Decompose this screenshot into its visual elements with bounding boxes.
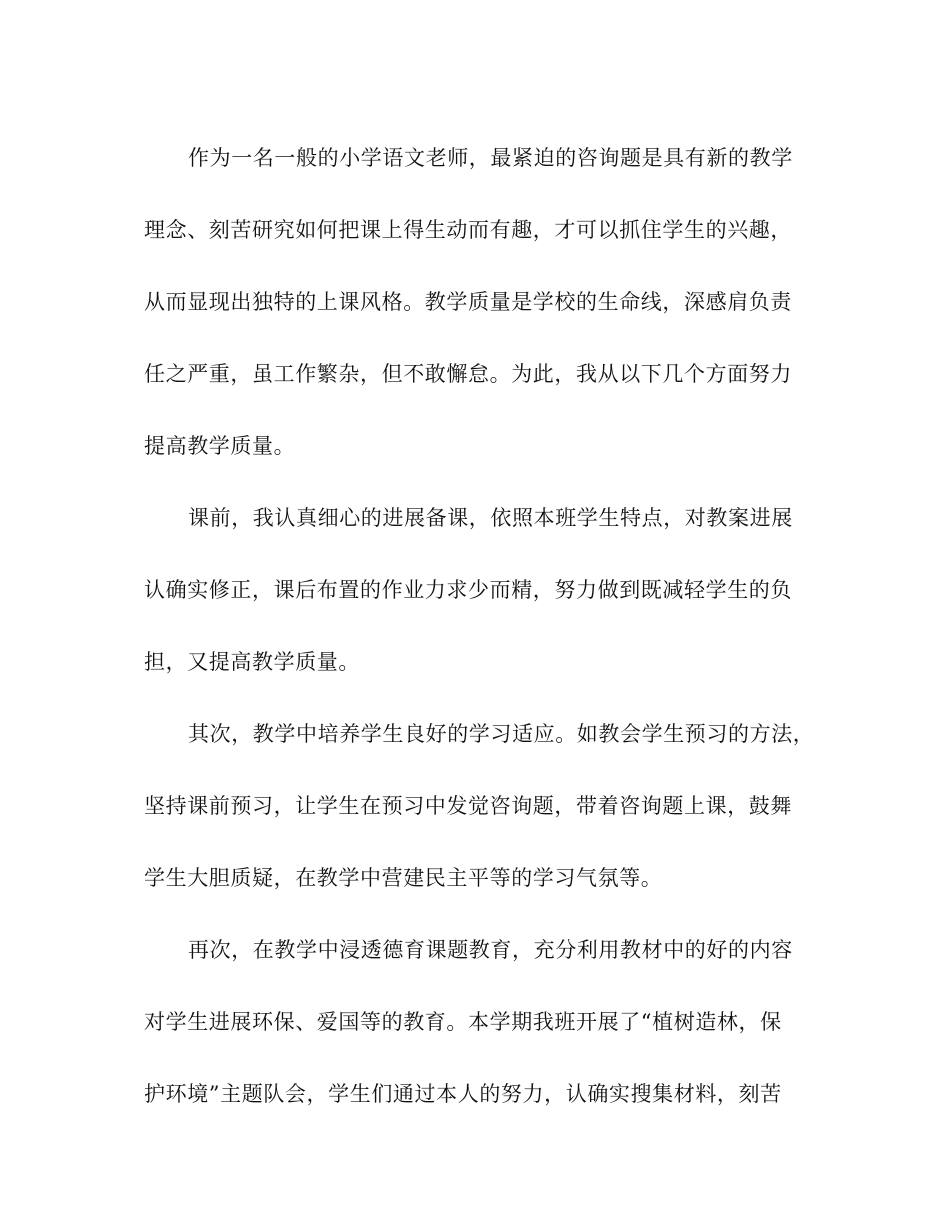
paragraph-1-line-4: 任之严重，虽工作繁杂，但不敢懈怠。为此，我从以下几个方面努力: [144, 362, 792, 386]
paragraph-1-line-3: 从而显现出独特的上课风格。教学质量是学校的生命线，深感肩负责: [144, 290, 792, 314]
paragraph-2-line-1: 课前，我认真细心的进展备课，依照本班学生特点，对教案进展: [188, 506, 793, 530]
paragraph-3-line-3: 学生大胆质疑，在教学中营建民主平等的学习气氛等。: [144, 866, 663, 890]
paragraph-2-line-3: 担，又提高教学质量。: [144, 650, 360, 674]
paragraph-2-line-2: 认确实修正，课后布置的作业力求少而精，努力做到既减轻学生的负: [144, 578, 792, 602]
paragraph-1-line-5: 提高教学质量。: [144, 434, 296, 458]
paragraph-3-line-1: 其次，教学中培养学生良好的学习适应。如教会学生预习的方法，: [188, 722, 815, 746]
paragraph-1-line-2: 理念、刻苦研究如何把课上得生动而有趣，才可以抓住学生的兴趣，: [144, 218, 792, 242]
paragraph-3-line-2: 坚持课前预习，让学生在预习中发觉咨询题，带着咨询题上课，鼓舞: [144, 794, 792, 818]
paragraph-4-line-3: 护环境”主题队会，学生们通过本人的努力，认确实搜集材料，刻苦: [144, 1082, 782, 1106]
paragraph-1-line-1: 作为一名一般的小学语文老师，最紧迫的咨询题是具有新的教学: [188, 146, 793, 170]
paragraph-4-line-2: 对学生进展环保、爱国等的教育。本学期我班开展了“植树造林，保: [144, 1010, 782, 1034]
paragraph-4-line-1: 再次，在教学中浸透德育课题教育，充分利用教材中的好的内容: [188, 938, 793, 962]
